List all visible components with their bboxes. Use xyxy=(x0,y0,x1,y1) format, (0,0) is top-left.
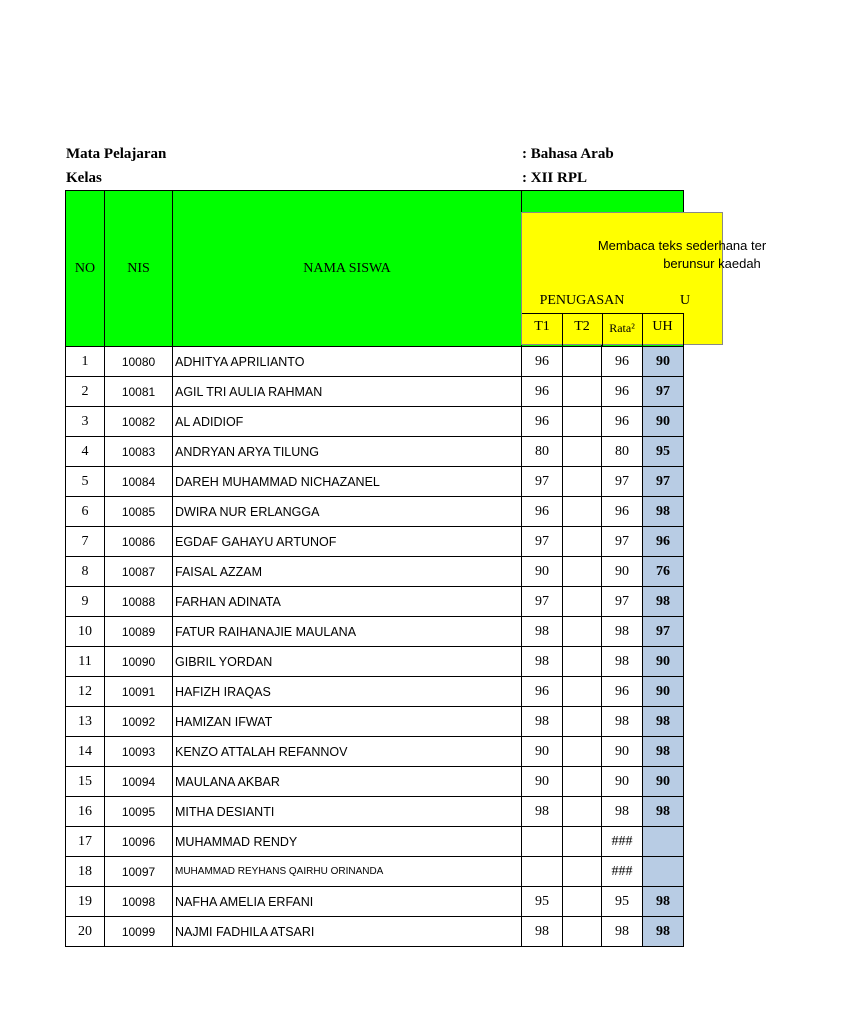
divider-uh xyxy=(683,313,684,346)
t2-cell xyxy=(563,677,602,707)
t1-cell: 96 xyxy=(522,407,563,437)
kelas-label: Kelas xyxy=(66,170,102,186)
student-row xyxy=(66,617,684,647)
t1-cell: 97 xyxy=(522,587,563,617)
t1-cell: 80 xyxy=(522,437,563,467)
penugasan-divider xyxy=(522,313,684,314)
rata-cell: 80 xyxy=(602,437,643,467)
nis-cell: 10083 xyxy=(105,437,173,467)
uh-cell: 96 xyxy=(643,527,684,557)
student-row xyxy=(66,347,684,377)
uh-cell: 97 xyxy=(643,467,684,497)
nama-cell: NAFHA AMELIA ERFANI xyxy=(173,887,522,917)
uh-cell: 90 xyxy=(643,347,684,377)
col-no-header: NO xyxy=(66,191,105,347)
nis-cell: 10097 xyxy=(105,857,173,887)
student-row xyxy=(66,557,684,587)
t1-cell: 98 xyxy=(522,917,563,947)
no-cell: 8 xyxy=(66,557,105,587)
nama-cell: FARHAN ADINATA xyxy=(173,587,522,617)
t1-cell: 96 xyxy=(522,377,563,407)
uh-cell: 98 xyxy=(643,887,684,917)
student-row xyxy=(66,377,684,407)
t2-cell xyxy=(563,557,602,587)
no-cell: 9 xyxy=(66,587,105,617)
nis-cell: 10081 xyxy=(105,377,173,407)
rata-cell: 96 xyxy=(602,677,643,707)
uh-cell: 90 xyxy=(643,647,684,677)
t2-cell xyxy=(563,527,602,557)
t1-cell: 98 xyxy=(522,707,563,737)
kd-desc-line2: berunsur kaedah xyxy=(663,256,761,271)
t1-header: T1 xyxy=(534,319,550,334)
t2-cell xyxy=(563,467,602,497)
t2-cell xyxy=(563,827,602,857)
nama-cell: MAULANA AKBAR xyxy=(173,767,522,797)
uh-cell: 98 xyxy=(643,707,684,737)
nis-cell: 10098 xyxy=(105,887,173,917)
student-row xyxy=(66,527,684,557)
t1-cell: 98 xyxy=(522,797,563,827)
no-cell: 13 xyxy=(66,707,105,737)
nama-cell: ANDRYAN ARYA TILUNG xyxy=(173,437,522,467)
nis-cell: 10095 xyxy=(105,797,173,827)
uh-cell: 98 xyxy=(643,497,684,527)
t2-cell xyxy=(563,647,602,677)
nama-cell: EGDAF GAHAYU ARTUNOF xyxy=(173,527,522,557)
t2-cell xyxy=(563,887,602,917)
mapel-label: Mata Pelajaran xyxy=(66,146,167,162)
student-row xyxy=(66,797,684,827)
nis-cell: 10099 xyxy=(105,917,173,947)
no-cell: 5 xyxy=(66,467,105,497)
rata-header: Rata² xyxy=(609,321,635,335)
nama-cell: DAREH MUHAMMAD NICHAZANEL xyxy=(173,467,522,497)
nama-cell: GIBRIL YORDAN xyxy=(173,647,522,677)
penugasan-header: PENUGASAN xyxy=(539,293,625,308)
rata-cell: 98 xyxy=(602,707,643,737)
rata-cell: 97 xyxy=(602,467,643,497)
rata-cell: ### xyxy=(602,827,643,857)
t2-cell xyxy=(563,587,602,617)
col-nama-header: NAMA SISWA xyxy=(173,191,522,347)
kd-header-top xyxy=(522,191,684,213)
uh-cell: 76 xyxy=(643,557,684,587)
student-row xyxy=(66,407,684,437)
rata-cell: 97 xyxy=(602,587,643,617)
nama-cell: HAFIZH IRAQAS xyxy=(173,677,522,707)
rata-cell: 90 xyxy=(602,737,643,767)
no-cell: 6 xyxy=(66,497,105,527)
t2-cell xyxy=(563,377,602,407)
student-row xyxy=(66,647,684,677)
t2-cell xyxy=(563,707,602,737)
nis-cell: 10088 xyxy=(105,587,173,617)
nis-cell: 10084 xyxy=(105,467,173,497)
uh-cell: 90 xyxy=(643,677,684,707)
uh-cell: 97 xyxy=(643,617,684,647)
t1-cell: 96 xyxy=(522,497,563,527)
nama-cell: AGIL TRI AULIA RAHMAN xyxy=(173,377,522,407)
nis-cell: 10082 xyxy=(105,407,173,437)
t2-cell xyxy=(563,797,602,827)
kd-desc-line1: Membaca teks sederhana ter xyxy=(597,238,767,253)
no-cell: 2 xyxy=(66,377,105,407)
student-row xyxy=(66,827,684,857)
nis-cell: 10091 xyxy=(105,677,173,707)
kd-description-box xyxy=(521,212,767,345)
no-cell: 16 xyxy=(66,797,105,827)
uh-header: UH xyxy=(652,319,673,334)
t2-cell xyxy=(563,857,602,887)
student-row xyxy=(66,437,684,467)
student-row xyxy=(66,497,684,527)
nis-cell: 10086 xyxy=(105,527,173,557)
rata-cell: 98 xyxy=(602,797,643,827)
nama-cell: AL ADIDIOF xyxy=(173,407,522,437)
kd-description xyxy=(522,237,842,273)
nis-cell: 10090 xyxy=(105,647,173,677)
uh-cell xyxy=(643,827,684,857)
nis-cell: 10094 xyxy=(105,767,173,797)
no-cell: 18 xyxy=(66,857,105,887)
uh-cell: 98 xyxy=(643,737,684,767)
uh-cell: 98 xyxy=(643,587,684,617)
no-cell: 7 xyxy=(66,527,105,557)
student-row xyxy=(66,467,684,497)
t2-cell xyxy=(563,617,602,647)
no-cell: 14 xyxy=(66,737,105,767)
student-row xyxy=(66,857,684,887)
uh-cell: 95 xyxy=(643,437,684,467)
uh-cell: 90 xyxy=(643,407,684,437)
no-cell: 10 xyxy=(66,617,105,647)
mapel-value: : Bahasa Arab xyxy=(522,146,614,162)
no-cell: 19 xyxy=(66,887,105,917)
no-cell: 17 xyxy=(66,827,105,857)
no-cell: 15 xyxy=(66,767,105,797)
t1-cell: 98 xyxy=(522,647,563,677)
uh-cell xyxy=(643,857,684,887)
nama-cell: KENZO ATTALAH REFANNOV xyxy=(173,737,522,767)
rata-cell: 90 xyxy=(602,557,643,587)
rata-cell: 95 xyxy=(602,887,643,917)
nama-cell: MUHAMMAD RENDY xyxy=(173,827,522,857)
student-row xyxy=(66,677,684,707)
nis-cell: 10080 xyxy=(105,347,173,377)
t1-cell: 98 xyxy=(522,617,563,647)
nama-cell: MUHAMMAD REYHANS QAIRHU ORINANDA xyxy=(173,857,522,887)
uh-cell: 98 xyxy=(643,797,684,827)
student-row xyxy=(66,887,684,917)
rata-cell: 98 xyxy=(602,647,643,677)
t2-cell xyxy=(563,347,602,377)
nis-cell: 10092 xyxy=(105,707,173,737)
t2-header: T2 xyxy=(574,319,590,334)
rata-cell: 98 xyxy=(602,917,643,947)
no-cell: 3 xyxy=(66,407,105,437)
no-cell: 1 xyxy=(66,347,105,377)
nama-cell: NAJMI FADHILA ATSARI xyxy=(173,917,522,947)
no-cell: 20 xyxy=(66,917,105,947)
no-cell: 11 xyxy=(66,647,105,677)
t1-cell: 96 xyxy=(522,347,563,377)
t1-cell xyxy=(522,857,563,887)
rata-cell: 97 xyxy=(602,527,643,557)
uh-cell: 90 xyxy=(643,767,684,797)
rata-cell: 96 xyxy=(602,497,643,527)
uh-cell: 97 xyxy=(643,377,684,407)
nama-cell: MITHA DESIANTI xyxy=(173,797,522,827)
t1-cell: 90 xyxy=(522,557,563,587)
t1-cell: 90 xyxy=(522,767,563,797)
t1-cell: 90 xyxy=(522,737,563,767)
t2-cell xyxy=(563,737,602,767)
no-cell: 12 xyxy=(66,677,105,707)
rata-cell: 96 xyxy=(602,347,643,377)
nama-cell: FAISAL AZZAM xyxy=(173,557,522,587)
t2-cell xyxy=(563,407,602,437)
nis-cell: 10085 xyxy=(105,497,173,527)
t1-cell: 97 xyxy=(522,467,563,497)
rata-cell: ### xyxy=(602,857,643,887)
t1-cell xyxy=(522,827,563,857)
t1-cell: 95 xyxy=(522,887,563,917)
rata-cell: 96 xyxy=(602,407,643,437)
col-nis-header: NIS xyxy=(105,191,173,347)
t2-cell xyxy=(563,497,602,527)
t2-cell xyxy=(563,767,602,797)
rata-cell: 98 xyxy=(602,617,643,647)
nama-cell: ADHITYA APRILIANTO xyxy=(173,347,522,377)
nis-cell: 10089 xyxy=(105,617,173,647)
t2-cell xyxy=(563,437,602,467)
nis-cell: 10093 xyxy=(105,737,173,767)
header-row-1 xyxy=(66,191,684,213)
nama-cell: HAMIZAN IFWAT xyxy=(173,707,522,737)
t1-cell: 97 xyxy=(522,527,563,557)
student-row xyxy=(66,707,684,737)
student-row xyxy=(66,767,684,797)
nama-cell: FATUR RAIHANAJIE MAULANA xyxy=(173,617,522,647)
kelas-value: : XII RPL xyxy=(522,170,588,186)
nama-cell: DWIRA NUR ERLANGGA xyxy=(173,497,522,527)
student-row xyxy=(66,737,684,767)
t1-cell: 96 xyxy=(522,677,563,707)
nis-cell: 10096 xyxy=(105,827,173,857)
rata-cell: 96 xyxy=(602,377,643,407)
t2-cell xyxy=(563,917,602,947)
uh-cell: 98 xyxy=(643,917,684,947)
no-cell: 4 xyxy=(66,437,105,467)
rata-cell: 90 xyxy=(602,767,643,797)
student-row xyxy=(66,917,684,947)
u-header: U xyxy=(680,293,691,308)
student-row xyxy=(66,587,684,617)
nis-cell: 10087 xyxy=(105,557,173,587)
